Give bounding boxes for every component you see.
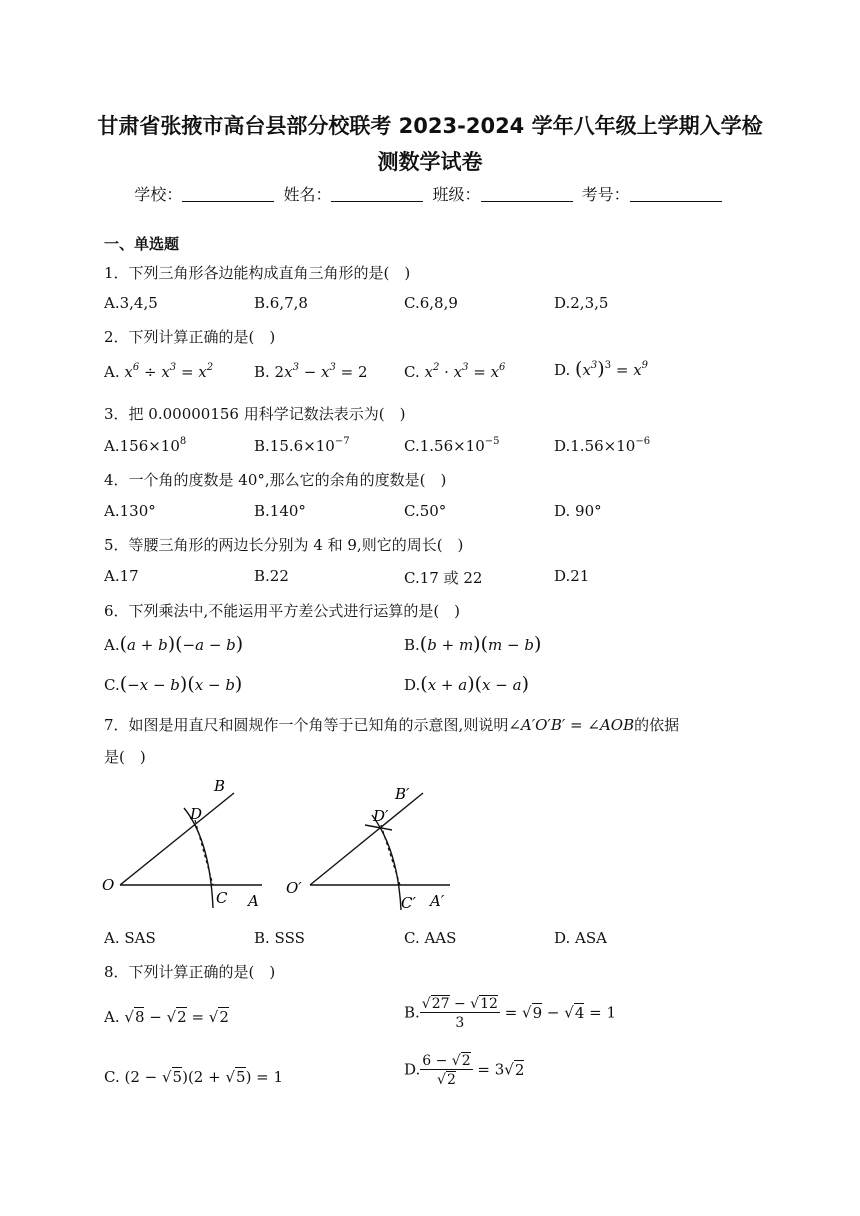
question-4-stem: 4．一个角的度数是 40°,那么它的余角的度数是( ) — [104, 471, 447, 489]
q6-option-d[interactable]: D.(x + a)(x − a) — [404, 673, 529, 695]
q2-option-c[interactable]: C. $x^2 \cdot x^3 = x^6$ — [404, 362, 506, 381]
left-label-A: A — [248, 892, 259, 910]
q5-option-d[interactable]: D.21 — [554, 567, 590, 585]
q7-angle-relation: ∠A′O′B′ = ∠AOB — [508, 716, 635, 734]
q2-option-a[interactable]: A. $x^6 \div x^3 = x^2$ — [104, 362, 214, 381]
left-angle-diagram — [102, 777, 262, 910]
q7-option-c[interactable]: C. AAS — [404, 929, 457, 947]
question-6-stem: 6．下列乘法中,不能运用平方差公式进行运算的是( ) — [104, 602, 461, 620]
exam-title-line-2: 测数学试卷 — [377, 150, 483, 174]
q6-option-b[interactable]: B.(b + m)(m − b) — [404, 633, 542, 655]
q6-option-a[interactable]: A.(a + b)(−a − b) — [104, 633, 244, 655]
right-label-O: O′ — [286, 879, 302, 897]
left-label-O: O — [102, 876, 115, 894]
q1-option-d[interactable]: D.2,3,5 — [554, 294, 609, 312]
q3-option-b[interactable]: $B.15.6\times 10^{-7}$ — [254, 436, 350, 455]
q7-option-b[interactable]: B. SSS — [254, 929, 305, 947]
q5-option-c[interactable]: C.17 或 22 — [404, 569, 483, 587]
q7-option-d[interactable]: D. ASA — [554, 929, 607, 947]
q8-option-c[interactable]: C. (2 − √5)(2 + √5) = 1 — [104, 1068, 284, 1086]
q2-option-b[interactable]: B. $2x^3 - x^3 = 2$ — [254, 362, 368, 381]
q4-option-c[interactable]: C.50° — [404, 502, 447, 520]
q8-option-b[interactable]: B. $\frac{√27 - √12}{3}$ = √9 − √4 = 1 — [404, 996, 617, 1031]
q7-stem-part-1: 7．如图是用直尺和圆规作一个角等于已知角的示意图,则说明 — [104, 716, 509, 734]
right-label-A: A′ — [430, 892, 445, 910]
q7-option-a[interactable]: A. SAS — [104, 929, 156, 947]
question-8-stem: 8．下列计算正确的是( ) — [104, 963, 276, 981]
right-label-C: C′ — [401, 894, 416, 912]
q8-option-a[interactable]: A. √8 − √2 = √2 — [104, 1008, 229, 1026]
class-blank[interactable] — [481, 187, 573, 202]
school-blank[interactable] — [182, 187, 274, 202]
q7-stem-part-2: 的依据 — [634, 716, 680, 734]
q6-option-c[interactable]: C.(−x − b)(x − b) — [104, 673, 243, 695]
q5-option-b[interactable]: B.22 — [254, 567, 289, 585]
right-angle-diagram — [286, 785, 450, 912]
school-label: 学校： — [134, 185, 183, 204]
right-label-D: D′ — [373, 807, 389, 825]
class-label: 班级： — [432, 185, 481, 204]
question-7-stem — [104, 714, 679, 735]
q3-option-d[interactable]: $D.1.56\times 10^{-6}$ — [554, 436, 651, 455]
q3-option-a[interactable]: $A.156\times 10^8$ — [104, 436, 187, 455]
q4-option-d[interactable]: D. 90° — [554, 502, 602, 520]
q1-option-c[interactable]: C.6,8,9 — [404, 294, 458, 312]
exam-number-blank[interactable] — [630, 187, 722, 202]
exam-number-label: 考号： — [581, 185, 630, 204]
compass-construction-figure — [100, 770, 460, 920]
section-heading: 一、单选题 — [104, 235, 180, 253]
question-3-stem: 3．把 0.00000156 用科学记数法表示为( ) — [104, 405, 406, 423]
left-label-B: B — [214, 777, 226, 795]
q5-option-a[interactable]: A.17 — [104, 567, 139, 585]
q2-option-d[interactable]: D. $(x^3)^3 = x^9$ — [554, 358, 649, 380]
q8-option-d[interactable]: D. $\frac{6 - √2}{√2}$ = 3√2 — [404, 1053, 525, 1088]
student-info-row — [0, 182, 860, 205]
question-2-stem: 2．下列计算正确的是( ) — [104, 328, 276, 346]
name-label: 姓名： — [283, 185, 332, 204]
left-label-C: C — [216, 889, 228, 907]
name-blank[interactable] — [331, 187, 423, 202]
question-1-stem: 1．下列三角形各边能构成直角三角形的是( ) — [104, 264, 411, 282]
q4-option-b[interactable]: B.140° — [254, 502, 306, 520]
q4-option-a[interactable]: A.130° — [104, 502, 156, 520]
question-7-stem-line-2: 是( ) — [104, 748, 146, 766]
exam-title-line-1: 甘肃省张掖市高台县部分校联考 2023-2024 学年八年级上学期入学检 — [97, 114, 763, 138]
question-5-stem: 5．等腰三角形的两边长分别为 4 和 9,则它的周长( ) — [104, 536, 464, 554]
left-label-D: D — [190, 805, 203, 823]
right-label-B: B′ — [395, 785, 410, 803]
q1-option-a[interactable]: A.3,4,5 — [104, 294, 158, 312]
q3-option-c[interactable]: $C.1.56\times 10^{-5}$ — [404, 436, 500, 455]
q1-option-b[interactable]: B.6,7,8 — [254, 294, 308, 312]
